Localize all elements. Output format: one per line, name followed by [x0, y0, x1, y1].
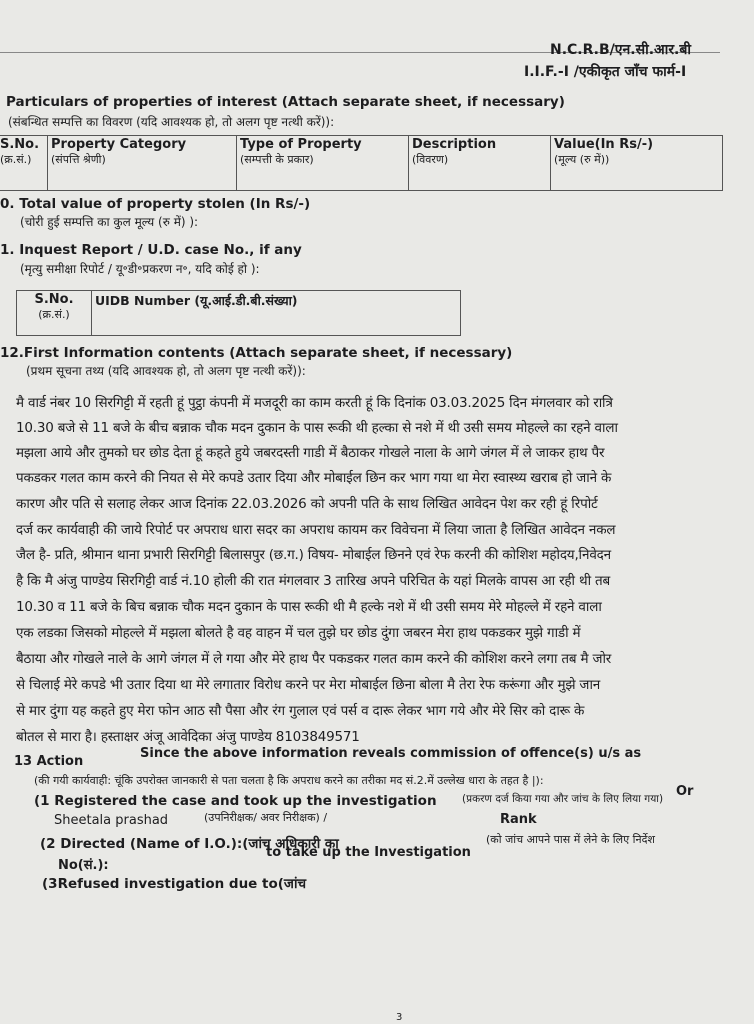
registered-case: (1 Registered the case and took up the investigation: [34, 793, 437, 809]
column-header-sno: S.No. (क्र.सं.): [0, 136, 48, 191]
fir-line: 10.30 व 11 बजे के बिच बन्नाक चौक मदन दुकान के पास रूकी थी मै हल्के नशे में थी उसी समय मेरे मोहल्ले में रहने वाला: [16, 599, 602, 615]
fir-line: मै वार्ड नंबर 10 सिरगिट्टी में रहती हूं पुट्ठा कंपनी में मजदूरी का काम करती हूं कि दिनांक 03.03.2025 दिन मंगलवार को रात्रि: [16, 395, 613, 411]
fir-line: जैल है- प्रति, श्रीमान थाना प्रभारी सिरगिट्टी बिलासपुर (छ.ग.) विषय- मोबाईल छिनने एवं रेफ करनी की कोशिश महोदय,निवेदन: [16, 547, 611, 563]
io-number: No(सं.):: [58, 858, 109, 873]
rank-label: Rank: [500, 812, 537, 827]
column-header-description: Description (विवरण): [409, 136, 551, 191]
fir-line: दर्ज कर कार्यवाही की जाये रिपोर्ट पर अपराध धारा सदर का अपराध कायम कर विवेचना में लिया जाता है लिखित आवेदन नकल: [16, 522, 616, 538]
section-11-title: 1. Inquest Report / U.D. case No., if any: [0, 242, 302, 258]
property-table: [0, 135, 723, 191]
form-title: I.I.F.-I /एकीकृत जाँच फार्म-I: [524, 64, 687, 80]
fir-line: से चिलाई मेरे कपडे भी उतार दिया था मेरे लगातार विरोध करने पर मेरा मोबाईल छिना बोला मै तेरा रेफ करूंगा और मुझे जान: [16, 677, 601, 693]
section-10-title: 0. Total value of property stolen (In Rs/-): [0, 196, 311, 212]
column-header-property-category: Property Category (संपत्ति श्रेणी): [48, 136, 237, 191]
table-row: [0, 136, 723, 191]
registered-case-hi: (प्रकरण दर्ज किया गया और जांच के लिए लिया गया): [462, 793, 664, 805]
fir-line: पकडकर गलत काम करने की नियत से मेरे कपडे उतार दिया और मोबाईल छिन कर भाग गया था मेरा स्वास्थ्य खराब हो जाने के: [16, 470, 612, 486]
officer-name: Sheetala prashad: [54, 813, 169, 828]
section-13-since: Since the above information reveals commission of offence(s) u/s as: [140, 746, 642, 761]
directed-tail-hi: (को जांच आपने पास में लेने के लिए निर्देश: [486, 833, 655, 846]
directed-tail: to take up the Investigation: [266, 845, 471, 860]
section-11-title-hi: (मृत्यु समीक्षा रिपोर्ट / यू॰डी॰प्रकरण न॰, यदि कोई हो ):: [20, 262, 260, 276]
directed-io: (2 Directed (Name of I.O.):(जांच अधिकारी का: [40, 836, 339, 852]
section-12-title: 12.First Information contents (Attach separate sheet, if necessary): [0, 345, 513, 361]
fir-line: बोतल से मारा है। हस्ताक्षर अंजू आवेदिका अंजु पाण्डेय 8103849571: [16, 729, 360, 745]
page-number: 3: [396, 1012, 403, 1023]
section-13-label: 13 Action: [14, 754, 84, 769]
ncrb-header: N.C.R.B/एन.सी.आर.बी: [550, 42, 691, 58]
property-section-title-hi: (संबन्धित सम्पत्ति का विवरण (यदि आवश्यक हो, तो अलग पृष्ट नत्थी करें)):: [8, 115, 335, 129]
or-label: Or: [676, 784, 694, 799]
column-header-type-of-property: Type of Property (सम्पत्ती के प्रकार): [237, 136, 409, 191]
refused-investigation: (3Refused investigation due to(जांच: [42, 876, 307, 892]
column-header-value: Value(In Rs/-) (मूल्य (रु में)): [551, 136, 723, 191]
fir-line: कारण और पति से सलाह लेकर आज दिनांक 22.03.2026 को अपनी पति के साथ लिखित आवेदन पेश कर रही हूं रिपोर्ट: [16, 496, 598, 512]
fir-line: एक लडका जिसको मोहल्ले में मझला बोलते है वह वाहन में चल तुझे घर छोड दुंगा जबरन मेरा हाथ पकडकर मुझे गाडी में: [16, 625, 581, 641]
officer-role-hi: (उपनिरीक्षक/ अवर निरीक्षक) /: [204, 811, 328, 824]
uidb-number-cell: UIDB Number (यू.आई.डी.बी.संख्या): [92, 291, 461, 336]
table-row: [17, 291, 461, 336]
property-section-title: Particulars of properties of interest (Attach separate sheet, if necessary): [6, 94, 565, 110]
fir-line: बैठाया और गोखले नाले के आगे जंगल में ले गया और मेरे हाथ पैर पकडकर गलत काम करने की कोशिश करने लगा तब मै जोर: [16, 651, 612, 667]
uidb-table: [16, 290, 461, 336]
fir-line: 10.30 बजे से 11 बजे के बीच बन्नाक चौक मदन दुकान के पास रूकी थी हल्का से नशे में थी उसी समय मोहल्ले का रहने वाला: [16, 420, 618, 436]
section-13-since-hi: (की गयी कार्यवाही: चूंकि उपरोक्त जानकारी से पता चलता है कि अपराध करने का तरीका मद सं.2.में उल्लेख धारा के तहत है |):: [34, 774, 544, 787]
fir-line: है कि मै अंजु पाण्डेय सिरगिट्टी वार्ड नं.10 होली की रात मंगलवार 3 तारिख अपने परिचित के यहां मिलके वापस आ रही थी तब: [16, 573, 610, 589]
uidb-sno-cell: S.No. (क्र.सं.): [17, 291, 92, 336]
section-10-title-hi: (चोरी हुई सम्पत्ति का कुल मूल्य (रु में) ):: [20, 215, 199, 229]
fir-line: मझला आये और तुमको घर छोड देता हूं कहते हुये जबरदस्ती गाडी में बैठाकर गोखले नाला के आगे जंगल में ले जाकर हाथ पैर: [16, 445, 605, 461]
section-12-title-hi: (प्रथम सूचना तथ्य (यदि आवश्यक हो, तो अलग पृष्ट नत्थी करें)):: [26, 364, 306, 378]
fir-line: से मार दुंगा यह कहते हुए मेरा फोन आठ सौ पैसा और रंग गुलाल एवं पर्स व दारू लेकर भाग गये और मेरे सिर को दारू के: [16, 703, 585, 719]
